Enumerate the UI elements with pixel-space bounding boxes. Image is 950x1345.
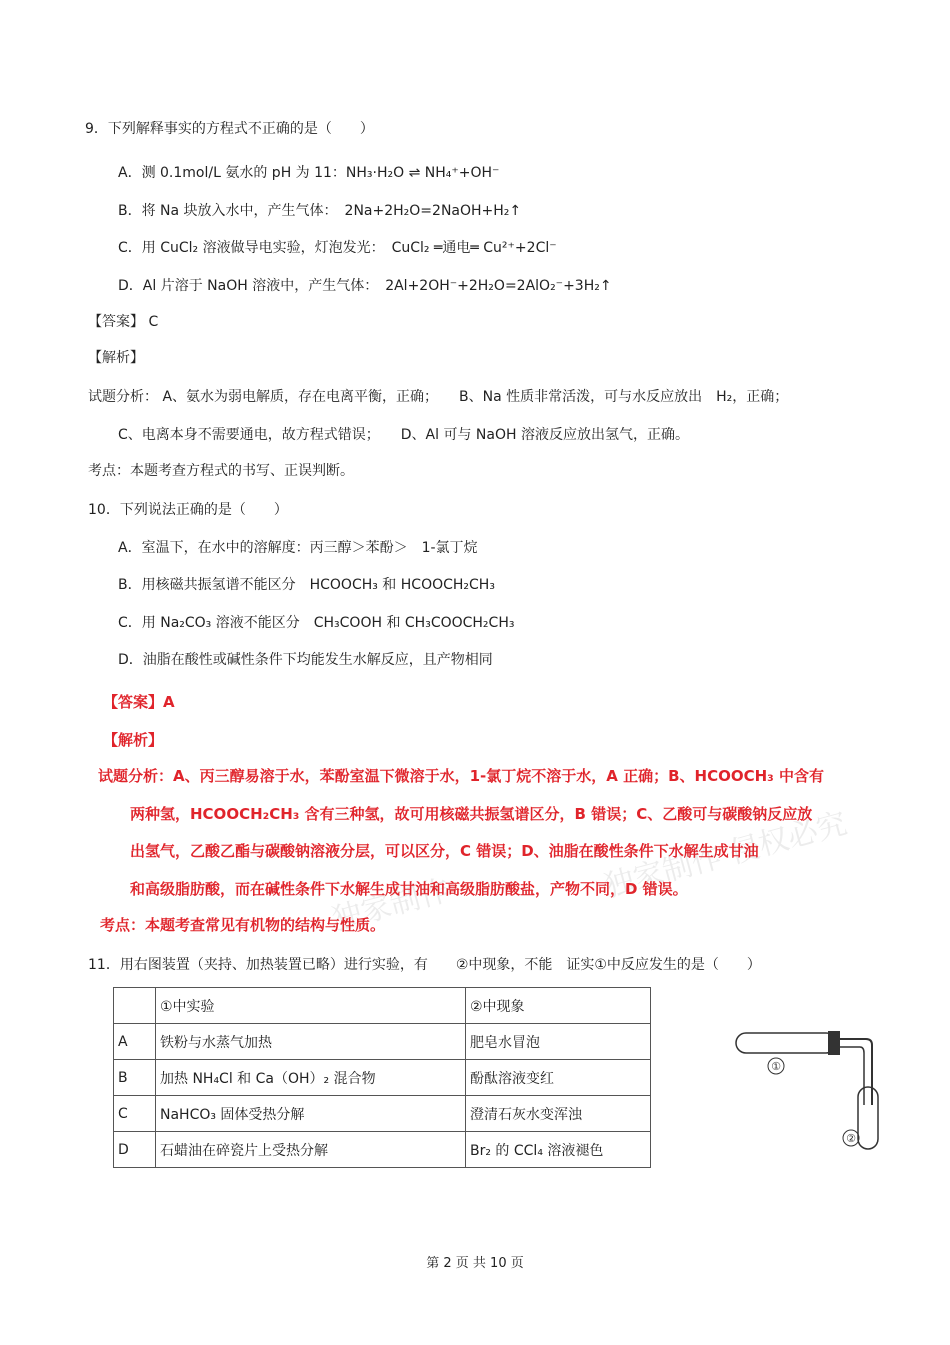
test-tube-2	[858, 1087, 878, 1149]
q10-analysis-line-2: 两种氢，HCOOCH₂CH₃ 含有三种氢，故可用核磁共振氢谱区分，B 错误；C、乙酸可与碳酸钠反应放	[130, 805, 813, 823]
table-row	[114, 1132, 651, 1168]
label-1: ①	[771, 1060, 781, 1073]
q9-option-a: A．测 0.1mol/L 氨水的 pH 为 11：NH₃·H₂O ⇌ NH₄⁺+OH⁻	[118, 165, 500, 181]
q10-option-c: C．用 Na₂CO₃ 溶液不能区分 CH₃COOH 和 CH₃COOCH₂CH₃	[118, 615, 515, 631]
table-cell: B	[114, 1060, 156, 1096]
page-footer: 第 2 页 共 10 页	[426, 1256, 524, 1271]
q9-analysis-heading: 【解析】	[88, 350, 144, 366]
q10-option-b: B．用核磁共振氢谱不能区分 HCOOCH₃ 和 HCOOCH₂CH₃	[118, 577, 495, 593]
q10-analysis-heading: 【解析】	[103, 731, 164, 749]
q9-point: 考点：本题考查方程式的书写、正误判断。	[88, 463, 354, 479]
q11-stem: 11．用右图装置（夹持、加热装置已略）进行实验，有 ②中现象，不能 证实①中反应发生的是（ ）	[88, 957, 761, 973]
table-cell: C	[114, 1096, 156, 1132]
test-tube-1	[736, 1033, 836, 1053]
q10-option-d: D．油脂在酸性或碱性条件下均能发生水解反应，且产物相同	[118, 652, 493, 668]
table-cell: Br₂ 的 CCl₄ 溶液褪色	[466, 1132, 651, 1168]
table-cell: 澄清石灰水变浑浊	[466, 1096, 651, 1132]
table-cell: 铁粉与水蒸气加热	[156, 1024, 466, 1060]
apparatus-diagram	[730, 1025, 920, 1155]
table-cell: 酚酞溶液变红	[466, 1060, 651, 1096]
watermark: 独家制作	[328, 872, 454, 938]
table-row	[114, 1060, 651, 1096]
delivery-tube-inner	[840, 1047, 864, 1105]
q9-analysis-line-1: 试题分析： A、氨水为弱电解质，存在电离平衡，正确； B、Na 性质非常活泼，可与水反应放出 H₂，正确；	[88, 389, 789, 405]
q10-analysis-line-1: 试题分析：A、丙三醇易溶于水，苯酚室温下微溶于水，1-氯丁烷不溶于水，A 正确；B、HCOOCH₃ 中含有	[98, 767, 824, 785]
table-cell: 加热 NH₄Cl 和 Ca（OH）₂ 混合物	[156, 1060, 466, 1096]
q10-stem: 10．下列说法正确的是（ ）	[88, 502, 288, 518]
q10-answer: 【答案】A	[103, 693, 175, 711]
table-cell: NaHCO₃ 固体受热分解	[156, 1096, 466, 1132]
delivery-tube	[840, 1039, 872, 1105]
q11-table	[113, 987, 651, 1168]
table-cell: A	[114, 1024, 156, 1060]
table-cell: ①中实验	[156, 988, 466, 1024]
table-header-row	[114, 988, 651, 1024]
table-cell: 肥皂水冒泡	[466, 1024, 651, 1060]
q9-stem: 9．下列解释事实的方程式不正确的是（ ）	[85, 121, 374, 137]
label-2: ②	[846, 1132, 856, 1145]
q9-option-d: D．Al 片溶于 NaOH 溶液中，产生气体： 2Al+2OH⁻+2H₂O=2AlO₂⁻+3H₂↑	[118, 278, 612, 294]
q9-option-c: C．用 CuCl₂ 溶液做导电实验，灯泡发光： CuCl₂ ═通电═ Cu²⁺+2Cl⁻	[118, 240, 557, 256]
q10-analysis-line-4: 和高级脂肪酸，而在碱性条件下水解生成甘油和高级脂肪酸盐，产物不同，D 错误。	[130, 880, 688, 898]
table-row	[114, 1096, 651, 1132]
table-cell	[114, 988, 156, 1024]
q10-point: 考点：本题考查常见有机物的结构与性质。	[100, 916, 386, 934]
table-cell: 石蜡油在碎瓷片上受热分解	[156, 1132, 466, 1168]
q10-option-a: A．室温下，在水中的溶解度：丙三醇＞苯酚＞ 1-氯丁烷	[118, 540, 478, 556]
q10-analysis-line-3: 出氢气，乙酸乙酯与碳酸钠溶液分层，可以区分，C 错误；D、油脂在酸性条件下水解生成甘油	[130, 842, 759, 860]
q9-answer: 【答案】 C	[88, 314, 159, 330]
watermark: 独家制作 侵权必究	[600, 806, 851, 905]
stopper	[828, 1031, 840, 1055]
q9-option-b: B．将 Na 块放入水中，产生气体： 2Na+2H₂O=2NaOH+H₂↑	[118, 203, 522, 219]
table-row	[114, 1024, 651, 1060]
table-cell: ②中现象	[466, 988, 651, 1024]
q9-analysis-line-2: C、电离本身不需要通电，故方程式错误； D、Al 可与 NaOH 溶液反应放出氢气，正确。	[118, 427, 689, 443]
table-cell: D	[114, 1132, 156, 1168]
